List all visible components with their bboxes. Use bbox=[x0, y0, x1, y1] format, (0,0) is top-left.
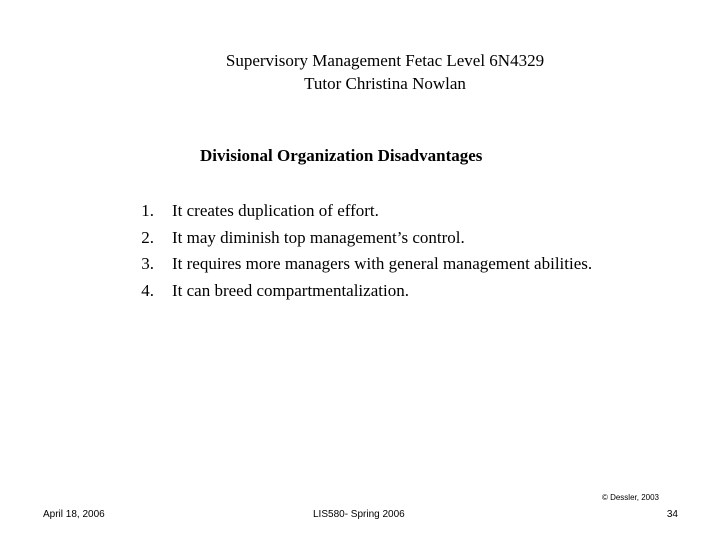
list-item-text: It can breed compartmentalization. bbox=[172, 280, 409, 300]
slide-header bbox=[150, 49, 620, 95]
list-item-text: It requires more managers with general management abilities. bbox=[172, 254, 593, 273]
list-item bbox=[127, 225, 607, 252]
footer-date: April 18, 2006 bbox=[43, 509, 105, 520]
list-item-text: It creates duplication of effort. bbox=[172, 201, 379, 220]
footer-page-number: 34 bbox=[666, 509, 678, 520]
list-item bbox=[127, 251, 607, 278]
disadvantages-list bbox=[127, 198, 607, 304]
list-item bbox=[127, 278, 607, 305]
copyright-notice: © Dessler, 2003 bbox=[601, 493, 659, 502]
list-item bbox=[127, 198, 607, 225]
list-item-text: It may diminish top management’s control. bbox=[172, 227, 465, 247]
list-item-number: 2. bbox=[141, 227, 154, 247]
header-tutor: Tutor Christina Nowlan bbox=[304, 74, 466, 93]
header-course-title: Supervisory Management Fetac Level 6N4329 bbox=[225, 51, 545, 70]
list-item-number: 1. bbox=[141, 201, 154, 220]
slide-title: Divisional Organization Disadvantages bbox=[200, 146, 483, 165]
footer-course: LIS580- Spring 2006 bbox=[313, 509, 405, 520]
list-item-number: 4. bbox=[141, 280, 154, 300]
list-item-number: 3. bbox=[141, 254, 154, 273]
